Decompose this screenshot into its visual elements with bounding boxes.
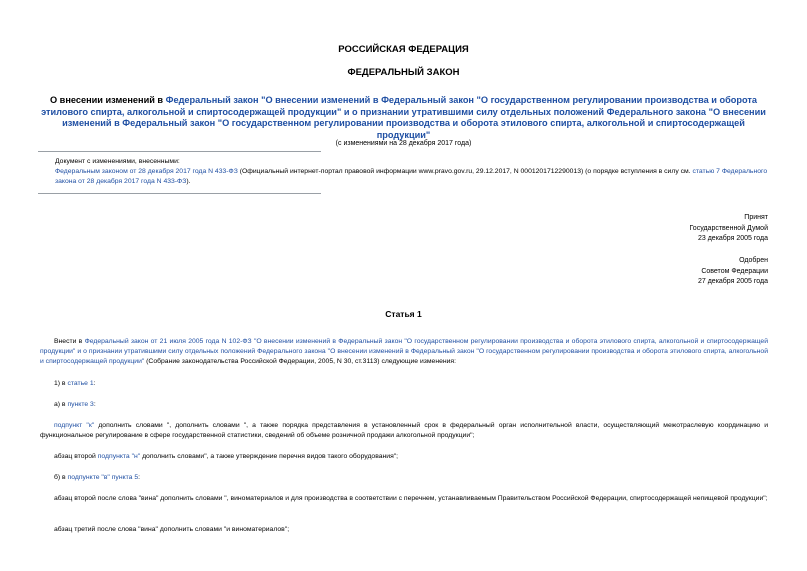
item-1 — [54, 379, 768, 389]
changes-details — [55, 167, 770, 187]
revision-note: (с изменениями на 28 декабря 2017 года) — [335, 140, 472, 147]
title-prefix: О внесении изменений в — [49, 95, 166, 105]
point-3-link[interactable]: пункте 3 — [67, 401, 94, 408]
item-b-colon: : — [138, 474, 140, 481]
item-a-colon: : — [93, 401, 96, 408]
changes-text-1: (Официальный интернет-портал правовой информации www.pravo.gov.ru, 29.12.2017, N 0001201712290013) (о порядке вступления в силу см. — [237, 168, 693, 175]
changes-text-2: ). — [186, 178, 191, 185]
item-b-text: б) в — [54, 474, 68, 481]
subpoint-n-link[interactable]: подпункта "н" — [97, 453, 141, 460]
item-1-colon: : — [93, 380, 96, 387]
subparagraph-n-text-a: абзац второй — [54, 453, 98, 460]
changes-box — [55, 157, 770, 187]
paragraph-third: абзац третий после слова "вина" дополнить словами "и виноматериалов"; — [54, 526, 290, 533]
adopted-label: Принят — [744, 214, 768, 221]
subparagraph-k-text: дополнить словами ", дополнить словами ", а также порядка представления в установленный срок в федеральный орган исполнительной власти, осуществляющий межотраслевую координацию и функциональное регулирование в сфере государственной статистики, сведений об объеме розничной продажи алкогольной продукции"; — [40, 422, 768, 439]
subparagraph-n — [54, 452, 768, 462]
federation-council-approval — [560, 256, 768, 288]
intro-text-b: (Собрание законодательства Российской Федерации, 2005, N 30, ст.3113) следующие изменения: — [144, 358, 456, 365]
law-type-heading: ФЕДЕРАЛЬНЫЙ ЗАКОН — [347, 67, 460, 78]
item-a — [54, 400, 768, 410]
article-1-link[interactable]: статье 1 — [67, 380, 94, 387]
changes-heading: Документ с изменениями, внесенными: — [55, 158, 180, 165]
title-law-link[interactable]: Федеральный закон "О внесении изменений в Федеральный закон "О государственном регулировании производства и оборота этилового спирта, алкогольной и спиртосодержащей продукции" и о признании утратившими силу отдельных положений Федерального закона "О внесении изменений в Федеральный закон "О государственном регулировании производства и оборота этилового спирта, алкогольной и спиртосодержащей продукции" — [41, 95, 766, 140]
article-title: Статья 1 — [385, 309, 422, 319]
approved-body: Советом Федерации — [701, 267, 768, 275]
duma-adoption — [560, 213, 768, 245]
law-102-fz-link[interactable]: Федеральный закон от 21 июля 2005 года N 102-ФЗ "О внесении изменений в Федеральный закон "О государственном регулировании производства и оборота этилового спирта, алкогольной и спиртосодержащей продукции" и о признании утратившими силу отдельных положений Федерального закона "О внесении изменений в Федеральный закон "О государственном регулировании производства и оборота этилового спирта, алкогольной и спиртосодержащей продукции" — [40, 338, 768, 365]
subpoint-k-link[interactable]: подпункт "к" — [54, 422, 95, 429]
article-7-link[interactable]: статью 7 Федерального закона от 28 декабря 2017 года N 433-ФЗ — [55, 168, 768, 185]
country-heading: РОССИЙСКАЯ ФЕДЕРАЦИЯ — [338, 44, 469, 55]
paragraph-second: абзац второй после слова "вина" дополнить словами ", виноматериалов и для производства в соответствии с перечнем, устанавливаемым Правительством Российской Федерации, спиртосодержащей непищевой продукции"; — [54, 495, 768, 502]
document-title — [40, 95, 767, 141]
intro-text-a: Внести в — [54, 338, 85, 345]
item-1-text: 1) в — [54, 380, 68, 387]
item-a-text: а) в — [54, 401, 68, 408]
amending-law-link[interactable]: Федеральным законом от 28 декабря 2017 года N 433-ФЗ — [55, 168, 238, 175]
approved-date: 27 декабря 2005 года — [697, 278, 768, 285]
adopted-body: Государственной Думой — [689, 224, 768, 232]
approved-label: Одобрен — [739, 257, 768, 264]
adopted-date: 23 декабря 2005 года — [697, 235, 768, 242]
intro-paragraph — [40, 337, 768, 367]
subparagraph-k — [40, 421, 768, 441]
divider-bottom — [38, 193, 321, 194]
divider-top — [38, 151, 321, 152]
subpoint-v-point-5-link[interactable]: подпункте "в" пункта 5 — [67, 474, 139, 481]
item-b — [54, 473, 768, 483]
subparagraph-n-text-b: дополнить словами", а также утверждение перечня видов такого оборудования"; — [140, 453, 399, 460]
